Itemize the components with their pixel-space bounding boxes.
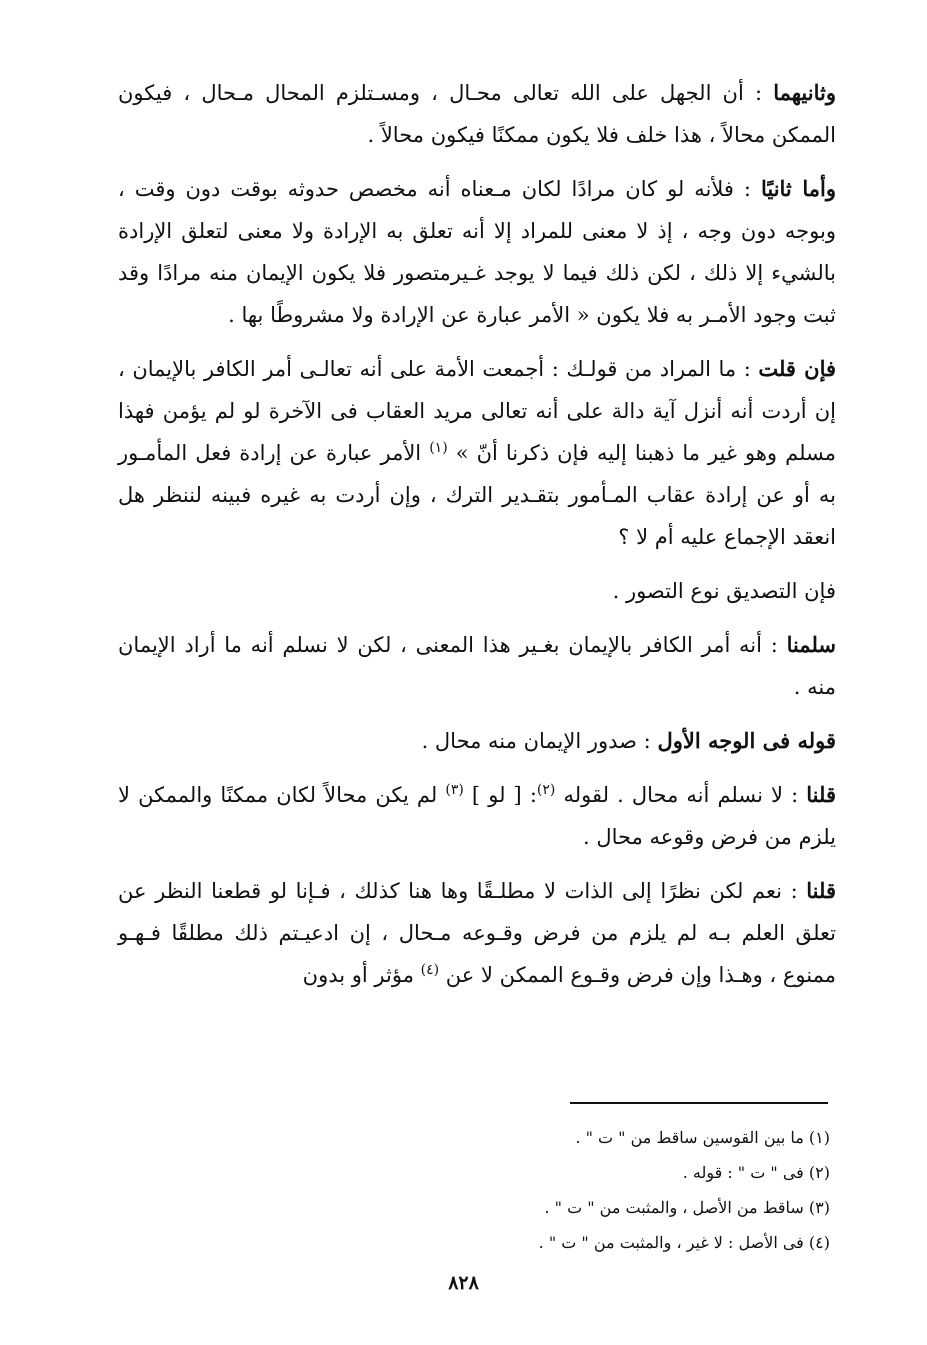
paragraph-lead: فإن قلت bbox=[758, 356, 837, 381]
paragraph-body: مؤثر أو بدون bbox=[302, 963, 421, 987]
paragraph-3 bbox=[118, 348, 836, 558]
paragraph-body: : لا نسلم أنه محال . لقوله bbox=[555, 783, 807, 807]
footnote-ref-1: (١) bbox=[429, 440, 448, 456]
paragraph-5 bbox=[118, 624, 836, 708]
paragraph-2 bbox=[118, 168, 836, 336]
footnote-3: (٣) ساقط من الأصل ، والمثبت من " ت " . bbox=[544, 1198, 830, 1217]
paragraph-body: : نعم لكن نظرًا إلى الذات لا مطلـقًا وها هنا كذلك ، فـإنا لو قطعنا النظر عن تعلق العلم بـه لم يلزم من فرض وقـوعه مـحال ، إن ادعيـتم ذلك مطلقًا فـهـو ممنوع ، وهـذا وإن فرض وقـوع الممكن لا عن bbox=[118, 879, 836, 987]
paragraph-4 bbox=[118, 570, 836, 612]
main-text bbox=[118, 72, 836, 1008]
paragraph-body: لم يكن محالاً لكان ممكنًا والممكن لا يلزم من فرض وقوعه محال . bbox=[118, 783, 836, 849]
paragraph-body: : ما المراد من قولـك : أجمعت الأمة على أنه تعالـى أمر الكافر بالإيمان ، إن أردت أنه أنزل آية دالة على أنه تعالى مريد العقاب فى الآخرة لو لم يؤمن فهذا مسلم وهو غير ما ذهبنا إليه فإن ذكرنا أنّ » bbox=[118, 357, 836, 465]
paragraph-body: : صدور الإيمان منه محال . bbox=[421, 729, 658, 753]
paragraph-lead: وثانيهما bbox=[773, 80, 836, 105]
paragraph-1 bbox=[118, 72, 836, 156]
paragraph-body: : أن الجهل على الله تعالى محـال ، ومسـتلزم المحال مـحال ، فيكون الممكن محالاً ، هذا خلف فلا يكون ممكنًا فيكون محالاً . bbox=[118, 81, 836, 147]
footnote-ref-3: (٣) bbox=[445, 782, 464, 798]
page-number: ٨٢٨ bbox=[448, 1272, 479, 1294]
footnote-4: (٤) فى الأصل : لا غير ، والمثبت من " ت " . bbox=[538, 1233, 830, 1252]
paragraph-body: الأمر عبارة عن إرادة فعل المأمـور به أو عن إرادة عقاب المـأمور بتقـدير الترك ، وإن أردت به غيره فبينه لننظر هل انعقد الإجماع عليه أم لا ؟ bbox=[118, 441, 836, 549]
paragraph-body: : أنه أمر الكافر بالإيمان بغـير هذا المعنى ، لكن لا نسلم أنه ما أراد الإيمان منه . bbox=[118, 633, 836, 699]
footnotes bbox=[118, 1120, 830, 1260]
paragraph-lead: وأما ثانيًا bbox=[760, 176, 836, 201]
paragraph-body: : فلأنه لو كان مرادًا لكان مـعناه أنه مخصص حدوثه بوقت دون وقت ، وبوجه دون وجه ، إذ لا معنى للمراد إلا أنه تعلق به الإرادة ولا معنى لتعلق الإرادة بالشيء إلا ذلك ، لكن ذلك فيما لا يوجد غـيرمتصور فلا يكون الإيمان منه مرادًا وقد ثبت وجود الأمـر به فلا يكون « الأمر عبارة عن الإرادة ولا مشروطًا بها . bbox=[118, 177, 836, 327]
footnote-ref-4: (٤) bbox=[420, 962, 440, 978]
paragraph-body: : [ لو ] bbox=[463, 783, 537, 807]
paragraph-7 bbox=[118, 774, 836, 858]
paragraph-body: فإن التصديق نوع التصور . bbox=[612, 579, 836, 603]
paragraph-lead: قوله فى الوجه الأول bbox=[657, 728, 836, 753]
footnote-divider bbox=[570, 1102, 828, 1104]
footnote-ref-2: (٢) bbox=[536, 782, 556, 798]
paragraph-6 bbox=[118, 720, 836, 762]
footnote-1: (١) ما بين القوسين ساقط من " ت " . bbox=[575, 1128, 830, 1147]
footnote-2: (٢) فى " ت " : قوله . bbox=[682, 1163, 830, 1182]
paragraph-lead: قلنا bbox=[806, 878, 836, 903]
paragraph-lead: سلمنا bbox=[786, 632, 836, 657]
paragraph-8 bbox=[118, 870, 836, 996]
paragraph-lead: قلنا bbox=[806, 782, 837, 807]
